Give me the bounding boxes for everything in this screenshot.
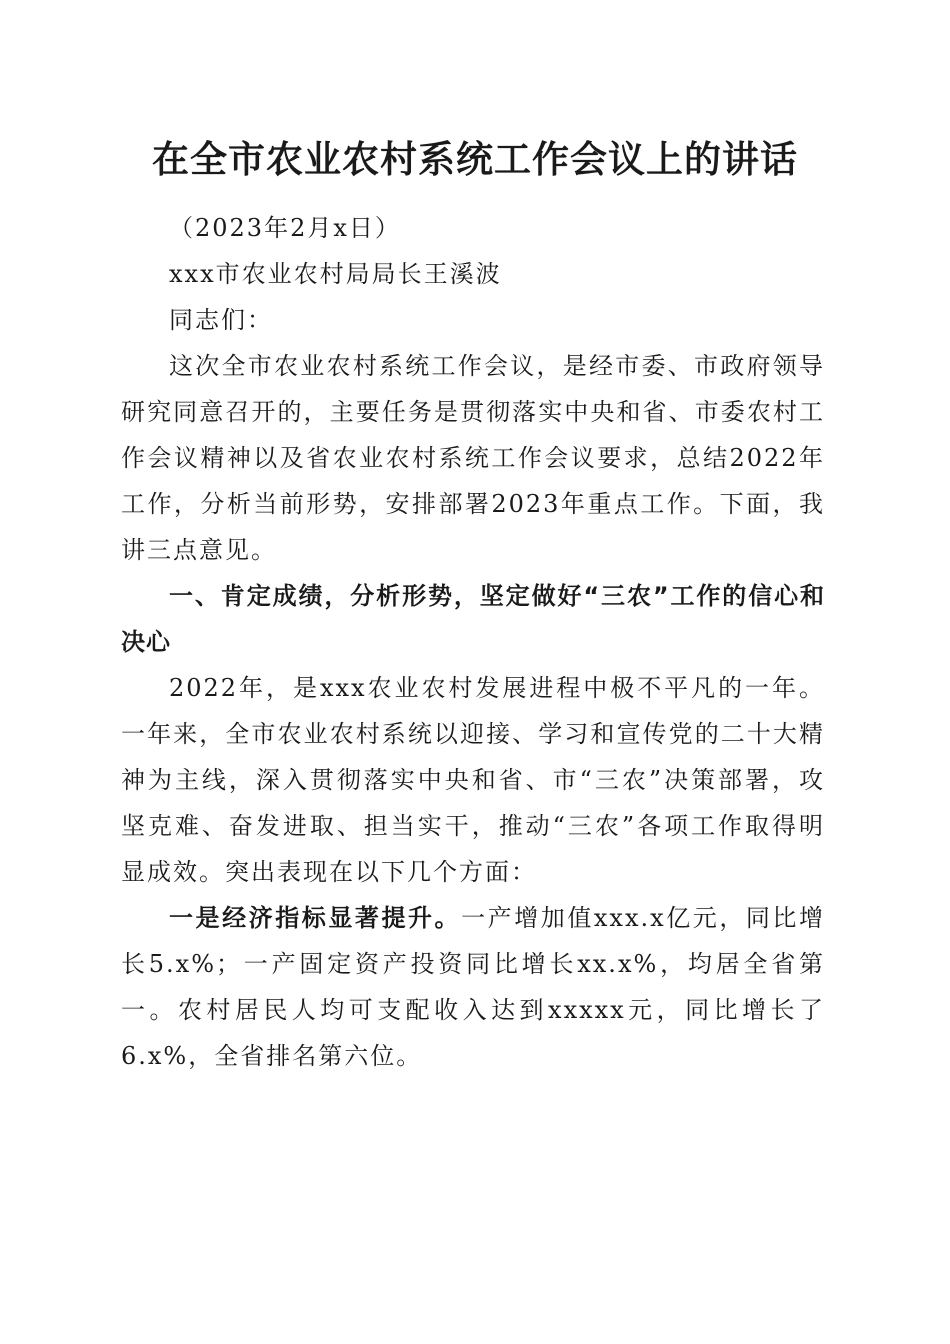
date-line: （2023年2月x日） xyxy=(169,214,401,242)
point1-paragraph xyxy=(121,895,825,1079)
section1-heading: 一、肯定成绩，分析形势，坚定做好“三农”工作的信心和决心 xyxy=(121,582,825,656)
document-title: 在全市农业农村系统工作会议上的讲话 xyxy=(152,137,798,181)
point1-lead: 一是经济指标显著提升。 xyxy=(169,903,462,932)
salutation: 同志们： xyxy=(169,306,273,334)
intro-paragraph: 这次全市农业农村系统工作会议，是经市委、市政府领导研究同意召开的，主要任务是贯彻落实中央和省、市委农村工作会议精神以及省农业农村系统工作会议要求，总结2022年工作，分析当前形势，安排部署2023年重点工作。下面，我讲三点意见。 xyxy=(121,352,825,564)
document-body xyxy=(121,205,825,1079)
speaker-line: xxx市农业农村局局长王溪波 xyxy=(169,260,502,288)
section1-paragraph: 2022年，是xxx农业农村发展进程中极不平凡的一年。一年来，全市农业农村系统以迎接、学习和宣传党的二十大精神为主线，深入贯彻落实中央和省、市“三农”决策部署，攻坚克难、奋发进取、担当实干，推动“三农”各项工作取得明显成效。突出表现在以下几个方面： xyxy=(121,674,825,886)
point1-text: 一产增加值xxx.x亿元，同比增长5.x%；一产固定资产投资同比增长xx.x%，均居全省第一。农村居民人均可支配收入达到xxxxx元，同比增长了6.x%，全省排名第六位。 xyxy=(121,904,825,1070)
